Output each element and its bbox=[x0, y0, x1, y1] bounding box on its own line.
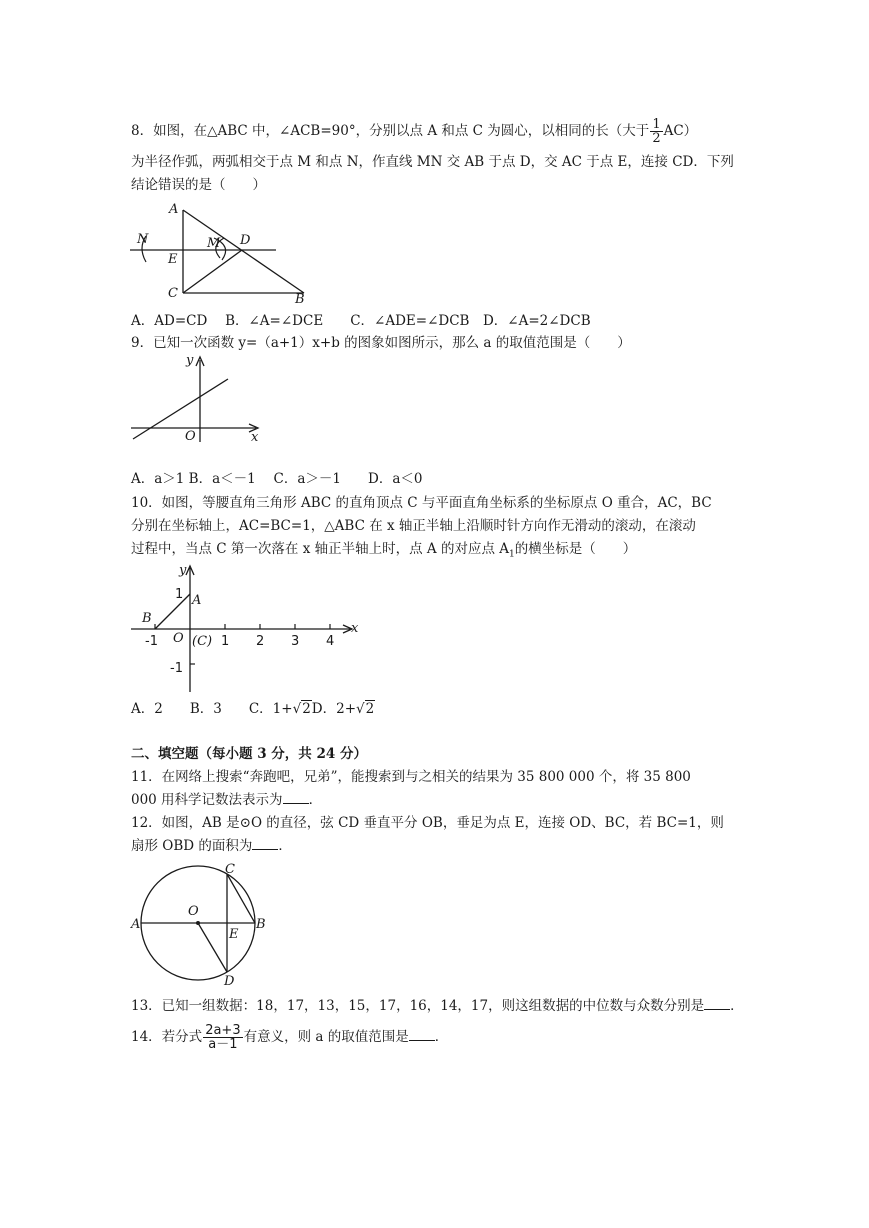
q8-line1 bbox=[131, 118, 697, 145]
q8-text-a: 8．如图，在△ABC 中，∠ACB=90°，分别以点 A 和点 C 为圆心，以相同的长（大于 bbox=[131, 123, 650, 139]
q12-line1: 12．如图，AB 是⊙O 的直径，弦 CD 垂直平分 OB，垂足为点 E，连接 OD、BC，若 BC=1，则 bbox=[131, 815, 724, 831]
q12-line2 bbox=[131, 836, 292, 856]
q14-line1-a: 14．若分式 bbox=[131, 1029, 203, 1045]
q13-line1-b: ． bbox=[730, 998, 744, 1014]
q10-sqrt-c: √2 bbox=[292, 701, 311, 717]
q12-figure bbox=[128, 858, 273, 988]
q9-label-x: x bbox=[251, 430, 259, 445]
q8-label-a: A bbox=[169, 202, 179, 217]
q10-label-x: x bbox=[351, 621, 359, 636]
q10-tick-m1x: -1 bbox=[145, 634, 158, 649]
q8-label-n: N bbox=[137, 232, 149, 247]
q12-label-e: E bbox=[229, 927, 239, 942]
q8-label-c: C bbox=[168, 286, 178, 301]
q10-label-c: (C) bbox=[192, 634, 213, 649]
q8-options: A．AD=CD B．∠A=∠DCE C．∠ADE=∠DCB D．∠A=2∠DCB bbox=[131, 313, 591, 329]
q10-tick-2: 2 bbox=[256, 634, 265, 649]
q8-fraction: $\frac{1}{2}$ bbox=[652, 117, 661, 146]
q11-answer-blank[interactable] bbox=[283, 791, 309, 804]
q8-figure bbox=[128, 200, 318, 306]
q10-label-o: O bbox=[173, 631, 184, 646]
q14-fraction: $\frac{2a+3}{a-1}$ bbox=[205, 1023, 241, 1052]
q12-label-a: A bbox=[131, 917, 141, 932]
q12-label-d: D bbox=[224, 974, 235, 988]
q8-text-b: AC） bbox=[663, 123, 698, 139]
q10-label-b: B bbox=[142, 611, 152, 626]
q10-subscript: 1 bbox=[508, 549, 515, 560]
q9-label-y: y bbox=[186, 353, 194, 368]
q13-line1 bbox=[131, 996, 744, 1016]
q8-label-e: E bbox=[168, 252, 178, 267]
q8-label-b: B bbox=[295, 292, 305, 306]
q8-line2: 为半径作弧，两弧相交于点 M 和点 N，作直线 MN 交 AB 于点 D，交 AC 于点 E，连接 CD．下列 bbox=[131, 154, 734, 170]
q8-line3: 结论错误的是（ ） bbox=[131, 177, 266, 193]
q10-label-y: y bbox=[179, 563, 187, 578]
q9-figure bbox=[128, 352, 268, 446]
q9-line1: 9．已知一次函数 y=（a+1）x+b 的图象如图所示，那么 a 的取值范围是（ ） bbox=[131, 335, 631, 351]
q12-label-o: O bbox=[188, 904, 199, 919]
q13-line1-a: 13．已知一组数据：18，17，13，15，17，16，14，17，则这组数据的中位数与众数分别是 bbox=[131, 998, 705, 1014]
q10-sqrt-d: √2 bbox=[356, 701, 375, 717]
q10-figure bbox=[128, 560, 368, 695]
q11-line1: 11．在网络上搜索“奔跑吧，兄弟”，能搜索到与之相关的结果为 35 800 000 个，将 35 800 bbox=[131, 769, 691, 785]
q14-line1-b: 有意义，则 a 的取值范围是 bbox=[243, 1029, 409, 1045]
q12-label-b: B bbox=[256, 917, 266, 932]
q10-tick-3: 3 bbox=[291, 634, 300, 649]
section2-heading: 二、填空题（每小题 3 分，共 24 分） bbox=[131, 746, 367, 762]
q10-tick-1: 1 bbox=[221, 634, 230, 649]
q8-label-m: M bbox=[207, 236, 221, 251]
q12-label-c: C bbox=[225, 862, 235, 877]
q12-line2-a: 扇形 OBD 的面积为 bbox=[131, 838, 253, 854]
q14-answer-blank[interactable] bbox=[409, 1028, 435, 1041]
q8-label-d: D bbox=[240, 233, 251, 248]
q13-answer-blank[interactable] bbox=[704, 997, 730, 1010]
q10-line1: 10．如图，等腰直角三角形 ABC 的直角顶点 C 与平面直角坐标系的坐标原点 O 重合，AC，BC bbox=[131, 495, 712, 511]
q9-label-o: O bbox=[185, 429, 196, 444]
q10-options bbox=[131, 699, 375, 719]
q14-line1-c: ． bbox=[434, 1029, 449, 1045]
q10-line3-a: 过程中，当点 C 第一次落在 x 轴正半轴上时，点 A 的对应点 A bbox=[131, 541, 509, 557]
q10-tick-4: 4 bbox=[326, 634, 335, 649]
q10-line2: 分别在坐标轴上，AC=BC=1，△ABC 在 x 轴正半轴上沿顺时针方向作无滑动的滚动，在滚动 bbox=[131, 518, 696, 534]
q10-opt-d: D．2+ bbox=[311, 701, 357, 717]
q12-answer-blank[interactable] bbox=[252, 837, 278, 850]
q10-opt-abc: A．2 B．3 C．1+ bbox=[131, 701, 293, 717]
q10-tick-m1y: -1 bbox=[170, 661, 183, 676]
q14-line1 bbox=[131, 1024, 448, 1051]
q11-line2 bbox=[131, 790, 322, 810]
q10-label-a: A bbox=[192, 593, 202, 608]
q12-line2-b: ． bbox=[278, 838, 292, 854]
q10-tick-1y: 1 bbox=[175, 587, 184, 602]
q11-line2-b: ． bbox=[308, 792, 323, 808]
q9-options: A．a＞1 B．a＜－1 C．a＞－1 D．a＜0 bbox=[131, 471, 423, 487]
q10-line3-b: 的横坐标是（ ） bbox=[514, 541, 637, 557]
q11-line2-a: 000 用科学记数法表示为 bbox=[131, 792, 283, 808]
